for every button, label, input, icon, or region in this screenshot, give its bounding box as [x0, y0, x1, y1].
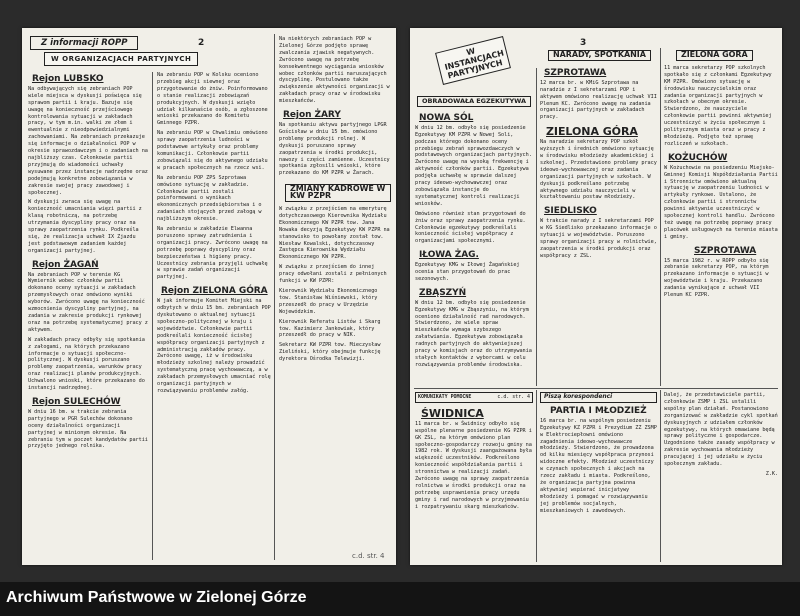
article-text: Kierownik Wydziału Ekonomicznego tow. Stanisław Wiśniewski, który przeszedł do pracy w Urzędzie Wojewódzkim. [279, 288, 378, 315]
town-heading: ZBĄSZYŃ [419, 287, 467, 298]
article-text: W dniu 16 bm. w trakcie zebrania partyjnego w PGR Sulechów dokonano oceny działalności organizacji partyjnej w minionym okresie. Na zebraniu tym w poczet kandydatów partii przyjęto jednego rolnika. [28, 408, 148, 450]
region-heading: Rejon SULECHÓW [32, 396, 121, 407]
meetings-heading: NARADY, SPOTKANIA [548, 50, 651, 61]
article-text: Na zebraniu POP w Chwalimiu omówiono sprawy zaopatrzenia ludności w podstawowe artykuły oraz problemy komunikacji. Członkowie partii zobowiązali się do aktywnego udziału w pracach społecznych na rzecz wsi. [157, 130, 268, 171]
column-rule [152, 72, 153, 560]
staff-changes-heading: ZMIANY KADROWE W KW PZPR [285, 184, 391, 202]
article-text: Na zebraniu POP w Kolsku oceniono przebieg akcji siewnej oraz przygotowanie do żniw. Poinformowano o stanie realizacji zobowiązań produkcyjnych. W dyskusji wzięło udział kilkanaście osób, a zgłoszone wnioski przekazano do Komitetu Gminnego PZPR. [157, 72, 268, 127]
right-page-number: 3 [580, 38, 587, 48]
column-tag: KOMUNIKATY POMOCNE [418, 394, 472, 400]
section-banner: W ORGANIZACJACH PARTYJNYCH [44, 52, 198, 66]
article-text: Na niektórych zebraniach POP w Zielonej Górze podjęto sprawę zwalczania zjawisk negatywnych. Zwrócono uwagę na potrzebę konsekwentnego wyciągania wniosków wobec członków partii naruszających dyscyplinę. Postulowano także zwiększenie aktywności organizacji w zakładach pracy oraz w środowisku mieszkańców. [279, 36, 390, 105]
zielona-gora-heading: ZIELONA GÓRA [676, 50, 753, 61]
article-text: 11 marca br. w Świdnicy odbyło się wspólne plenarne posiedzenie KG PZPR i GK ZSL, na którym omówiono plan społeczno-gospodarczy rozwoju gminy na 1982 rok. W dyskusji zaangażowana była większość uczestników. Podkreślono konieczność współdziałania partii i stronnictwa w realizacji zadań. Zwrócono uwagę na sprawy zaopatrzenia rolnictwa w środki produkcji oraz na potrzebę usprawnienia pracy urzędu gminy i rad narodowych w przyjmowaniu i rozpatrywaniu skarg mieszkańców. [415, 420, 532, 510]
section-stamp: W INSTANCJACH PARTYJNYCH [435, 36, 511, 85]
article-text: W Kożuchowie na posiedzeniu Miejsko-Gminnej Komisji Współdziałania Partii i Stronnictw omówiono aktualną sytuację w zaopatrzeniu ludności w artykuły rynkowe. Ustalono, że członkowie partii i stronnictw powinni aktywnie uczestniczyć w społecznej kontroli handlu. Zwrócono też uwagę na potrzebę poprawy pracy placówek usługowych na terenie miasta i gminy. [664, 164, 778, 240]
column-rule [660, 390, 661, 562]
region-heading: Rejon ŻAGAŃ [32, 259, 99, 270]
town-heading: KOŻUCHÓW [668, 152, 728, 163]
town-heading: ZIELONA GÓRA [546, 125, 638, 139]
article-text: Dalej, że przedstawiciele partii, członkowie ZSMP i ZSL ustalili wspólny plan działań. Postanowiono zorganizować w zakładzie cykl spotkań dyskusyjnych z udziałem członków egzekutywy, na których omawiane będą sprawy polityczne i gospodarcze. Uzgodniono także zasady współpracy w zakresie wychowania młodzieży pracującej i jej udziału w życiu społecznym zakładu. [664, 392, 778, 468]
left-page-number: 2 [198, 38, 205, 48]
article-text: Sekretarz KW PZPR tow. Mieczysław Zieliński, który obejmuje funkcję dyrektora Ośrodka Telewizji. [279, 342, 381, 363]
article-text: W dyskusji zwraca się uwagę na konieczność umacniania więzi partii z klasą robotniczą, na potrzebę utrzymania dyscypliny pracy oraz na sprawy zaopatrzenia rynku. Podkreśla się, że realizacja uchwał IX Zjazdu jest podstawowym zadaniem każdej organizacji partyjnej. [28, 199, 142, 254]
column-rule [536, 68, 537, 386]
article-text: W dniu 12 bm. odbyło się posiedzenie Egzekutywy KM PZPR w Nowej Soli, podczas którego dokonano oceny przebiegu zebrań sprawozdawczych w podstawowych organizacjach partyjnych. Zwrócono uwagę na wysoką frekwencję i aktywność członków partii. Egzekutywa podjęła uchwałę w sprawie dalszej pracy ideowo-wychowawczej oraz zobowiązała instancje do systematycznej kontroli realizacji wniosków. [415, 124, 532, 207]
article-text: W trakcie narady z I sekretarzami POP w KG Siedlisko przekazano informacje o sytuacji w województwie. Poruszono sprawy organizacji pracy w rolnictwie, zaopatrzenia w środki produkcji oraz współpracy z ZSL. [540, 218, 657, 259]
bottom-tag-row [415, 392, 533, 403]
left-page [22, 28, 396, 565]
article-text: Egzekutywy KMG w Iłowej Żagańskiej ocenia stan przygotowań do prac sezonowych. [415, 262, 520, 282]
right-column-2 [540, 50, 657, 386]
article-text: Na zebraniu w zakładzie Elwanna poruszono sprawy zatrudnienia i organizacji pracy. Zwrócono uwagę na potrzebę poprawy dyscypliny oraz bezpieczeństwa i higieny pracy. Uczestnicy zebrania przyjęli uchwałę w sprawie zadań organizacji partyjnej. [157, 226, 268, 281]
continued-note: c.d. str. 4 [497, 394, 530, 400]
article-text: W jak informuje Komitet Miejski na odbytych w dniu 15 bm. zebraniach POP dyskutowano o aktualnej sytuacji społeczno-politycznej w kraju i województwie. Członkowie partii podkreślali konieczność ścisłej współpracy organizacji partyjnych z administracją zakładów pracy. Zwrócono uwagę, iż w środowisku młodzieży szkolnej należy prowadzić systematyczną pracę wychowawczą, a w zakładach przemysłowych umacniać rolę organizacji partyjnych w rozwiązywaniu problemów załóg. [157, 298, 271, 394]
town-heading: SIEDLISKO [544, 206, 597, 217]
column-rule [536, 390, 537, 562]
article-text: Kierownik Referatu Listów i Skarg tow. Kazimierz Jankowiak, który przeszedł do pracy w NIK. [279, 318, 381, 339]
region-heading: Rejon ŻARY [283, 110, 341, 121]
region-heading: Rejon LUBSKO [32, 74, 104, 84]
article-text: 16 marca br. na wspólnym posiedzeniu Egzekutywy KZ PZPR i Prezydium ZZ ZSMP w Elektrociepłowni omówiono zagadnienia ideowo-wychowawcze młodzieży. Stwierdzono, że prowadzona od kilku miesięcy współpraca przynosi widoczne efekty. Młodzież uczestniczy w czynach społecznych i akcjach na rzecz zakładu i miasta. Podkreślono, że organizacja partyjna powinna aktywniej wspierać inicjatywy młodzieży i pomagać w rozwiązywaniu jej problemów socjalnych, mieszkaniowych i zawodowych. [540, 417, 657, 514]
bottom-column-1 [415, 392, 533, 562]
right-page [410, 28, 782, 565]
article-text: Na odbywających się zebraniach POP wiele miejsca w dyskusji poświęca się sprawom partii i kraju. Bazuje się uwagę na konieczność przejściowego kontrolowania sytuacji w zakładach pracy, w tym m.in. walki ze złem i ewentualnie z nieodpowiedzialnymi zachowaniami. Na zebraniach przekazuje się informacje o działalności POP w okresie sprawozdawczym i o zadaniach na najbliższy czas. Członkowie partii przyjmują do wiadomości uchwały wysuwane przez instancje nadrzędne oraz podejmują konkretne zobowiązania w zakresie swojej pracy zawodowej i społecznej. [28, 85, 148, 196]
town-heading: NOWA SÓL [419, 112, 474, 123]
article-text: Na zebraniach POP w terenie KG Wymiernik wobec członków partii dokonano oceny sytuacji w zakładach przemysłowych oraz omówiono wyniki wyborów. Zwrócono uwagę na konieczność wzmocnienia dyscypliny partyjnej, na zadania w zakresie produkcji rynkowej oraz na potrzebę systematycznej pracy z aktywem. [28, 271, 148, 333]
right-column-3 [664, 50, 778, 386]
article-text: W zakładach pracy odbyły się spotkania z załogami, na których przekazano informacje o sytuacji społeczno-politycznej. W dyskusji poruszano problemy zaopatrzenia, warunków pracy oraz realizacji planów produkcyjnych. Uchwalono wnioski, które przekazano do instancji nadrzędnej. [28, 336, 145, 392]
article-text: Omówiono również stan przygotowań do żniw oraz sprawy zaopatrzenia rynku. Członkowie egzekutywy podkreślali konieczność ścisłej współpracy z organizacjami społecznymi. [415, 210, 526, 245]
article-text: W związku z przejściem na emeryturę dotychczasowego Kierownika Wydziału Ekonomicznego KW PZPR tow. Jana Nowaka decyzją Egzekutywy KW PZPR na stanowisko to powołany został tow. Wiesław Kowalski, dotychczasowy Zastępca Kierownika Wydziału Ekonomicznego KW PZPR. [279, 206, 390, 261]
article-text: 15 marca 1982 r. w ROPP odbyło się zebranie sekretarzy POP, na którym przekazano informacje o sytuacji w województwie i kraju. Przekazano zadania wynikające z uchwał VII Plenum KC PZPR. [664, 257, 769, 299]
continued-note: c.d. str. 4 [352, 552, 385, 560]
column-rule [274, 34, 275, 560]
article-text: Na spotkaniu aktywu partyjnego LPGR Gościsław w dniu 15 bm. omówiono problemy produkcji rolnej. W dyskusji poruszano sprawy zaopatrzenia w środki produkcji, nawozy i części zamienne. Uczestnicy spotkania zgłosili wnioski, które przekazano do KM PZPR w Żarach. [279, 121, 390, 177]
signoff: Z.K. [765, 470, 778, 477]
town-heading: ŚWIDNICA [421, 406, 484, 420]
article-text: Na zebraniu POP ZPS Szprotawa omówiono sytuację w zakładzie. Członkowie partii zostali poinformowani o wynikach ekonomicznych przedsiębiorstwa i o zadaniach stojących przed załogą w najbliższym okresie. [157, 174, 262, 223]
executive-heading: OBRADOWAŁA EGZEKUTYWA [417, 96, 531, 107]
town-heading: SZPROTAWA [544, 67, 607, 78]
section-rule [414, 388, 778, 389]
article-text: 12 marca br. w KMiG Szprotawa na naradzie z I sekretarzami POP i aktywem omówiono realizację uchwał VII Plenum KC. Zwrócono uwagę na zadania organizacji partyjnych w zakładach pracy. [540, 79, 657, 121]
right-column-1 [415, 96, 533, 386]
region-heading: Rejon ZIELONA GÓRA [161, 286, 268, 297]
left-column-1 [28, 72, 148, 562]
article-text: 11 marca sekretarzy POP szkolnych spotkało się z członkami Egzekutywy KM PZPR. Omówiono sytuację w środowisku nauczycielskim oraz zadania organizacji partyjnych w szkołach w obecnym okresie. Stwierdzono, że nauczyciele członkowie partii powinni aktywniej uczestniczyć w życiu społecznym i politycznym miasta oraz w pracy z młodzieżą. Podjęto też sprawę rozliczeń w szkołach. [664, 64, 772, 147]
town-heading: IŁOWA ŻAG. [419, 250, 479, 261]
town-heading: SZPROTAWA [694, 245, 757, 256]
article-text: W dniu 12 bm. odbyło się posiedzenie Egzekutywy KMG w Zbąszyniu, na którym oceniono działalność rad narodowych. Stwierdzono, że wiele spraw mieszkańców wymaga szybszego załatwiania. Egzekutywa zobowiązała radnych partyjnych do aktywniejszej pracy w komisjach oraz do utrzymywania stałych kontaktów z wyborcami w celu rozwiązywania problemów środowiska. [415, 299, 532, 368]
article-text: W związku z przejściem do innej pracy odwołani zostali z pełnionych funkcji w KW PZPR: [279, 264, 387, 285]
column-rule [660, 48, 661, 386]
archive-footer [0, 582, 800, 616]
article-text: Na naradzie sekretarzy POP szkół wyższych i średnich omówiono sytuację w środowisku młodzieży akademickiej i szkolnej. Przedstawiono problemy pracy ideowo-wychowawczej oraz zadania organizacji partyjnych w szkołach. W dyskusji podkreślano potrzebę aktywnego udziału nauczycieli w kształtowaniu postaw młodzieży. [540, 139, 657, 201]
bottom-column-3 [664, 392, 778, 562]
section-header: Z informacji ROPP [30, 36, 138, 50]
bottom-column-2 [540, 392, 657, 562]
article-heading: PARTIA I MŁODZIEŻ [550, 405, 647, 416]
left-column-2 [157, 72, 271, 562]
correspondents-tag: Piszą korespondenci [540, 392, 657, 403]
archive-label: Archiwum Państwowe w Zielonej Górze [6, 589, 307, 606]
left-column-3 [279, 36, 391, 558]
